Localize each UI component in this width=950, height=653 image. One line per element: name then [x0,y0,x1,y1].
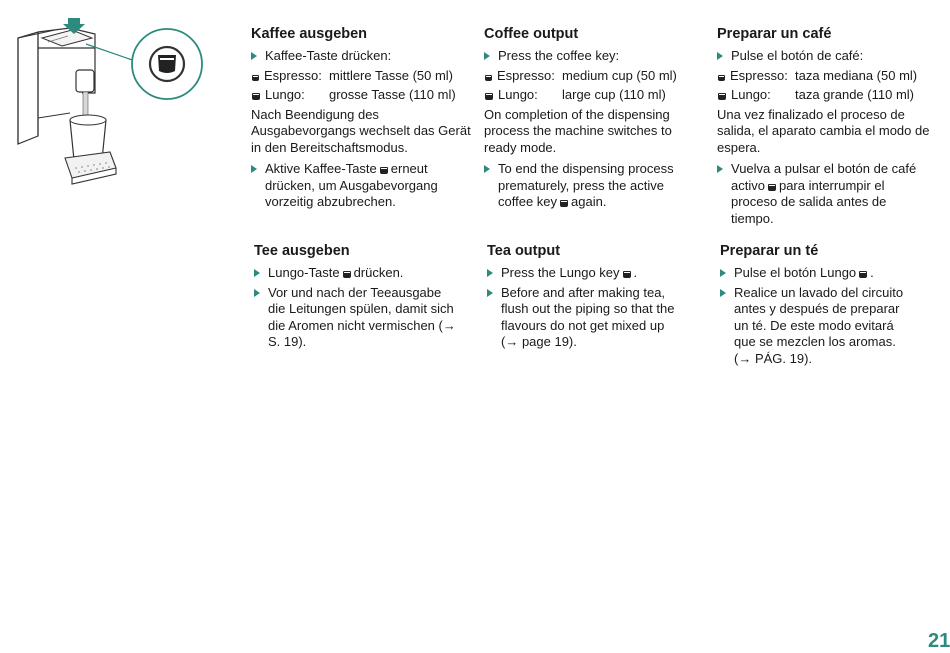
large-cup-icon [718,93,726,100]
bullet-arrow-icon [487,289,493,297]
list-item: Vor und nach der Teeausgabe die Leitungen spülen, damit sich die Aromen nicht vermischen (→ S. 19). [254,285,459,351]
espresso-row: Espresso: taza mediana (50 ml) [717,68,932,85]
coffee-machine-illustration [10,18,220,193]
section-title: Coffee output [484,26,579,42]
bullet-arrow-icon [484,52,490,60]
list-item: Realice un lavado del circuito antes y después de preparar un té. De este modo evitará que se mezclen los aromas. (→ PÁG. 19). [720,285,910,368]
section-title: Preparar un café [717,26,832,42]
bullet-arrow-icon [254,269,260,277]
espresso-row: Espresso: mittlere Tasse (50 ml) [251,68,476,85]
section-title: Kaffee ausgeben [251,26,368,42]
cup-key-icon [859,271,867,278]
cup-key-icon [623,271,631,278]
list-item: Vuelva a pulsar el botón de café activo para interrumpir el proceso de salida antes de tiempo. [717,161,932,227]
paragraph: Nach Beendigung des Ausgabevorgangs wechselt das Gerät in den Bereitschaftsmodus. [251,106,471,155]
tea-section-de [254,242,459,354]
bullet-arrow-icon [487,269,493,277]
paragraph: Una vez finalizado el proceso de salida, el aparato cambia el modo de espera. [717,106,930,155]
list-item: Press the Lungo key . [487,265,682,282]
bullet-arrow-icon [720,289,726,297]
coffee-section-de [251,25,476,214]
cup-key-icon [380,167,388,174]
list-item: Aktive Kaffee-Taste erneut drücken, um Ausgabevorgang vorzeitig abzubrechen. [251,161,476,211]
lungo-row: Lungo: grosse Tasse (110 ml) [251,87,476,104]
paragraph: On completion of the dispensing process the machine switches to ready mode. [484,106,672,155]
bullet-arrow-icon [720,269,726,277]
section-title: Preparar un té [720,243,819,259]
large-cup-icon [485,93,493,100]
section-title: Tea output [487,243,561,259]
espresso-row: Espresso: medium cup (50 ml) [484,68,689,85]
bullet-arrow-icon [484,165,490,173]
list-item: Press the coffee key: [484,48,689,65]
bullet-arrow-icon [254,289,260,297]
tea-section-es [720,242,910,370]
list-item: Pulse el botón Lungo . [720,265,910,282]
bullet-arrow-icon [251,52,257,60]
small-cup-icon [485,75,492,81]
section-title: Tee ausgeben [254,243,350,259]
bullet-arrow-icon [251,165,257,173]
list-item: Before and after making tea, flush out the piping so that the flavours do not get mixed up (→ page 19). [487,285,682,351]
list-item: Lungo-Taste drücken. [254,265,459,282]
cup-key-icon [343,271,351,278]
list-item: Kaffee-Taste drücken: [251,48,476,65]
list-item: Pulse el botón de café: [717,48,932,65]
bullet-arrow-icon [717,165,723,173]
cup-key-icon [158,55,176,73]
lungo-row: Lungo: taza grande (110 ml) [717,87,932,104]
small-cup-icon [718,75,725,81]
cup-key-icon [768,184,776,191]
list-item: To end the dispensing process prematurely, press the active coffee key again. [484,161,689,211]
large-cup-icon [252,93,260,100]
bullet-arrow-icon [717,52,723,60]
coffee-section-es [717,25,932,230]
page-number: 21 [928,630,950,652]
lungo-row: Lungo: large cup (110 ml) [484,87,689,104]
cup-key-icon [560,200,568,207]
coffee-section-en [484,25,689,214]
tea-section-en [487,242,682,354]
small-cup-icon [252,75,259,81]
